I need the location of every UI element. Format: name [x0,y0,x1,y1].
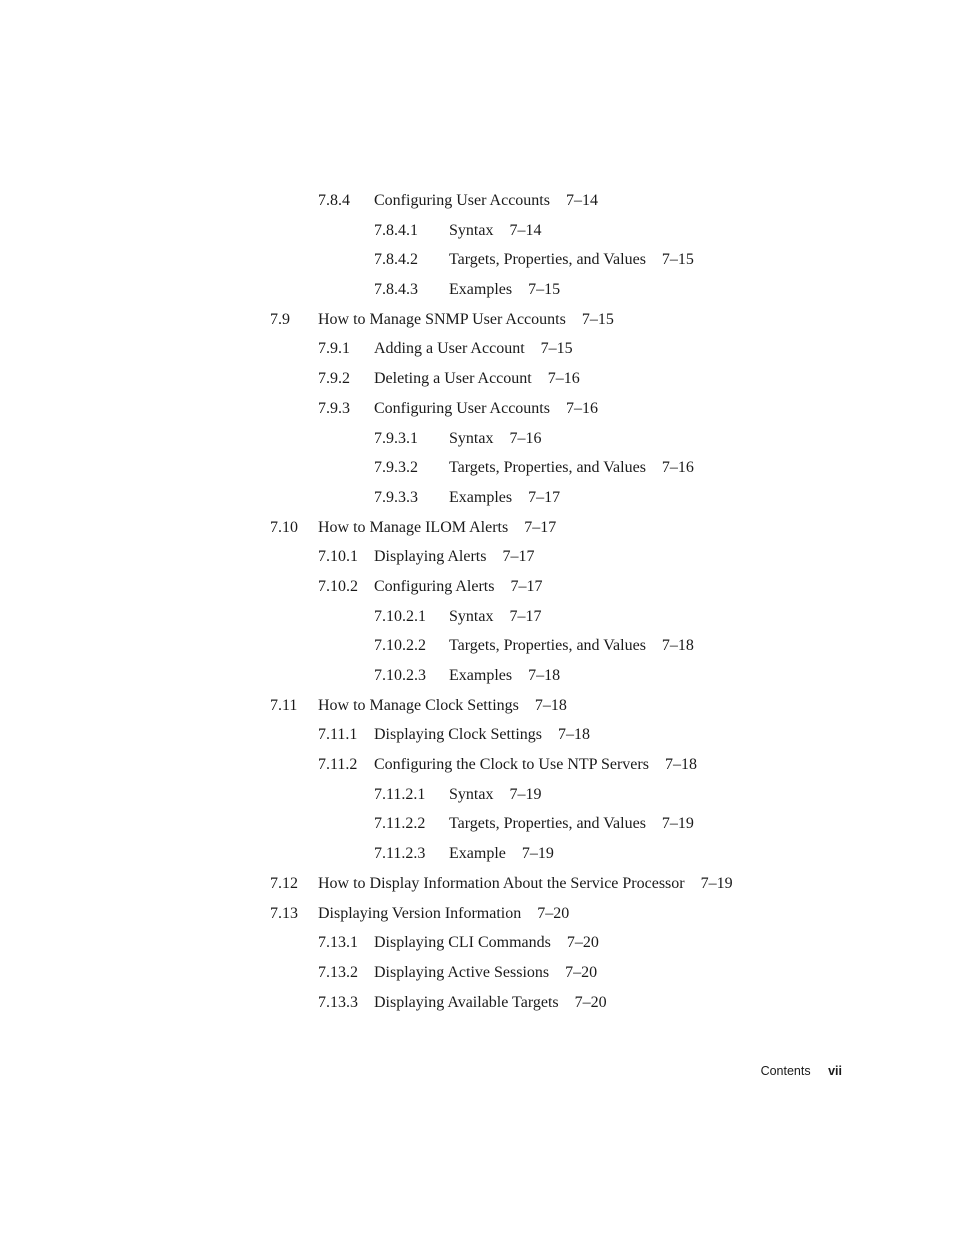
toc-entry-body [449,246,694,274]
toc-entry[interactable] [0,425,954,455]
toc-entry-body [374,365,580,393]
toc-entry[interactable] [0,870,954,900]
toc-entry-page[interactable]: 7–16 [547,370,580,388]
toc-entry-title[interactable]: Displaying Clock Settings [374,726,542,744]
toc-entry-title[interactable]: Examples [449,488,513,506]
toc-entry-body [449,276,560,304]
toc-entry-page[interactable]: 7–14 [509,221,542,239]
toc-entry-number: 7.13 [270,904,298,922]
toc-entry[interactable] [0,246,954,276]
toc-entry-page[interactable]: 7–18 [558,726,590,744]
toc-entry-body [449,781,541,809]
table-of-contents [0,187,954,1018]
toc-entry-title[interactable]: Targets, Properties, and Values [449,815,646,833]
toc-entry[interactable] [0,929,954,959]
toc-entry-title[interactable]: Displaying Active Sessions [374,963,550,981]
toc-entry[interactable] [0,514,954,544]
toc-entry[interactable] [0,751,954,781]
toc-entry-title[interactable]: Syntax [449,785,494,803]
toc-entry-number: 7.11.2.2 [374,815,426,833]
toc-entry-number: 7.8.4.2 [374,251,418,269]
toc-entry-page[interactable]: 7–19 [521,845,554,863]
toc-entry[interactable] [0,217,954,247]
toc-entry-page[interactable]: 7–14 [565,192,598,209]
toc-entry-page[interactable]: 7–15 [528,281,561,299]
toc-entry-number: 7.10.2.2 [374,637,426,655]
toc-entry-number: 7.9.3.2 [374,459,418,477]
page-footer [761,1063,842,1079]
toc-entry-page[interactable]: 7–17 [528,488,561,506]
toc-entry-number: 7.8.4.1 [374,221,418,239]
toc-entry-number: 7.11 [270,696,298,714]
toc-entry-body [318,870,733,898]
toc-entry[interactable] [0,306,954,336]
toc-entry-number: 7.10.2.1 [374,607,426,625]
toc-entry-title[interactable]: How to Display Information About the Service Processor [318,874,685,892]
toc-entry-number: 7.11.2.3 [374,845,426,863]
toc-entry-title[interactable]: Displaying Version Information [318,904,522,922]
toc-entry-number: 7.10 [270,518,298,536]
toc-entry-number: 7.13.1 [318,934,358,952]
toc-entry-title[interactable]: Syntax [449,607,494,625]
toc-entry-body [449,454,694,482]
toc-entry[interactable] [0,335,954,365]
toc-entry-title[interactable]: Examples [449,281,513,299]
toc-entry-page[interactable]: 7–19 [509,785,542,803]
toc-entry-page[interactable]: 7–20 [574,993,607,1011]
toc-entry-page[interactable]: 7–16 [565,399,598,417]
toc-entry-page[interactable]: 7–16 [509,429,542,447]
toc-entry-title[interactable]: How to Manage SNMP User Accounts [318,310,566,328]
toc-entry[interactable] [0,395,954,425]
footer-page-number: vii [828,1064,842,1078]
toc-entry-body [449,603,541,631]
toc-entry[interactable] [0,989,954,1019]
toc-entry-page[interactable]: 7–15 [540,340,573,358]
toc-entry-title[interactable]: How to Manage ILOM Alerts [318,518,509,536]
toc-entry-body [449,810,694,838]
toc-entry-body [318,306,614,334]
toc-entry-title[interactable]: Displaying Available Targets [374,993,559,1011]
toc-entry-body [374,573,542,601]
toc-entry-body [449,217,541,245]
toc-entry-page[interactable]: 7–16 [661,459,694,477]
toc-entry-title[interactable]: Targets, Properties, and Values [449,251,646,269]
toc-entry-number: 7.8.4 [318,192,350,209]
toc-entry[interactable] [0,187,954,217]
toc-entry-page[interactable]: 7–20 [566,934,599,952]
toc-entry-number: 7.9.1 [318,340,350,358]
toc-entry-number: 7.8.4.3 [374,281,418,299]
toc-entry-title[interactable]: Configuring User Accounts [374,399,550,417]
toc-entry-number: 7.10.2.3 [374,667,426,684]
toc-entry-body [374,395,598,423]
toc-entry-body [374,335,573,363]
toc-entry[interactable] [0,632,954,662]
toc-entry-body [449,484,560,512]
toc-entry-body [318,692,567,720]
toc-entry[interactable] [0,484,954,514]
toc-entry-number: 7.9.2 [318,370,350,388]
toc-entry-page[interactable]: 7–18 [534,696,567,714]
toc-entry-body [374,721,590,749]
toc-entry-number: 7.10.2 [318,577,358,595]
toc-entry-number: 7.11.2 [318,756,358,774]
toc-entry-title[interactable]: Targets, Properties, and Values [449,459,646,477]
toc-entry[interactable] [0,959,954,989]
toc-entry-body [449,425,541,453]
toc-entry-title[interactable]: How to Manage Clock Settings [318,696,519,714]
toc-entry-page[interactable]: 7–18 [661,637,694,655]
toc-entry-page[interactable]: 7–20 [537,904,570,922]
toc-entry-number: 7.10.1 [318,548,358,566]
toc-entry-page[interactable]: 7–17 [510,577,543,595]
toc-entry-number: 7.9 [270,310,290,328]
toc-entry-title[interactable]: Deleting a User Account [374,370,532,388]
toc-entry-title[interactable]: Displaying Alerts [374,548,487,566]
toc-entry[interactable] [0,573,954,603]
toc-entry-title[interactable]: Adding a User Account [374,340,525,358]
toc-entry-body [449,840,554,868]
toc-entry-body [318,514,556,542]
toc-entry-body [449,632,694,660]
toc-entry-page[interactable]: 7–19 [661,815,694,833]
toc-entry[interactable] [0,840,954,870]
toc-entry-body [374,751,697,779]
toc-entry-page[interactable]: 7–15 [581,310,614,328]
toc-entry-number: 7.11.2.1 [374,785,426,803]
toc-entry-page[interactable]: 7–19 [700,874,733,892]
toc-entry[interactable] [0,603,954,633]
toc-entry-page[interactable]: 7–17 [524,518,557,536]
toc-entry-number: 7.9.3.1 [374,429,418,447]
toc-entry-page[interactable]: 7–17 [509,607,542,625]
toc-entry-body [374,543,534,571]
toc-entry-title[interactable]: Configuring the Clock to Use NTP Servers [374,756,649,774]
toc-entry[interactable] [0,276,954,306]
toc-entry[interactable] [0,900,954,930]
toc-entry-title[interactable]: Syntax [449,429,494,447]
toc-entry[interactable] [0,721,954,751]
toc-entry-body [374,989,607,1017]
toc-entry-title[interactable]: Examples [449,667,513,684]
toc-entry[interactable] [0,454,954,484]
toc-entry[interactable] [0,543,954,573]
toc-entry-number: 7.12 [270,874,298,892]
toc-entry-title[interactable]: Displaying CLI Commands [374,934,551,952]
toc-entry-number: 7.13.2 [318,963,358,981]
toc-entry-body [374,929,599,957]
toc-entry-page[interactable]: 7–18 [528,667,561,684]
toc-entry[interactable] [0,781,954,811]
toc-entry-page[interactable]: 7–17 [502,548,535,566]
toc-entry[interactable] [0,662,954,692]
toc-entry-page[interactable]: 7–20 [565,963,598,981]
toc-entry-title[interactable]: Example [449,845,506,863]
toc-entry-page[interactable]: 7–18 [664,756,697,774]
toc-entry-page[interactable]: 7–15 [661,251,694,269]
toc-entry-number: 7.11.1 [318,726,358,744]
toc-entry-title[interactable]: Configuring Alerts [374,577,495,595]
toc-entry-body [318,900,569,928]
toc-entry[interactable] [0,810,954,840]
toc-entry-number: 7.13.3 [318,993,358,1011]
toc-entry-body [449,662,560,690]
footer-section-label: Contents [760,1064,811,1078]
toc-entry-number: 7.9.3 [318,399,350,417]
toc-entry-title[interactable]: Targets, Properties, and Values [449,637,646,655]
toc-entry-title[interactable]: Syntax [449,221,494,239]
toc-entry[interactable] [0,365,954,395]
toc-entry-body [374,959,597,987]
toc-entry-title[interactable]: Configuring User Accounts [374,192,550,209]
toc-entry-body [374,187,598,215]
toc-entry[interactable] [0,692,954,722]
toc-entry-number: 7.9.3.3 [374,488,418,506]
